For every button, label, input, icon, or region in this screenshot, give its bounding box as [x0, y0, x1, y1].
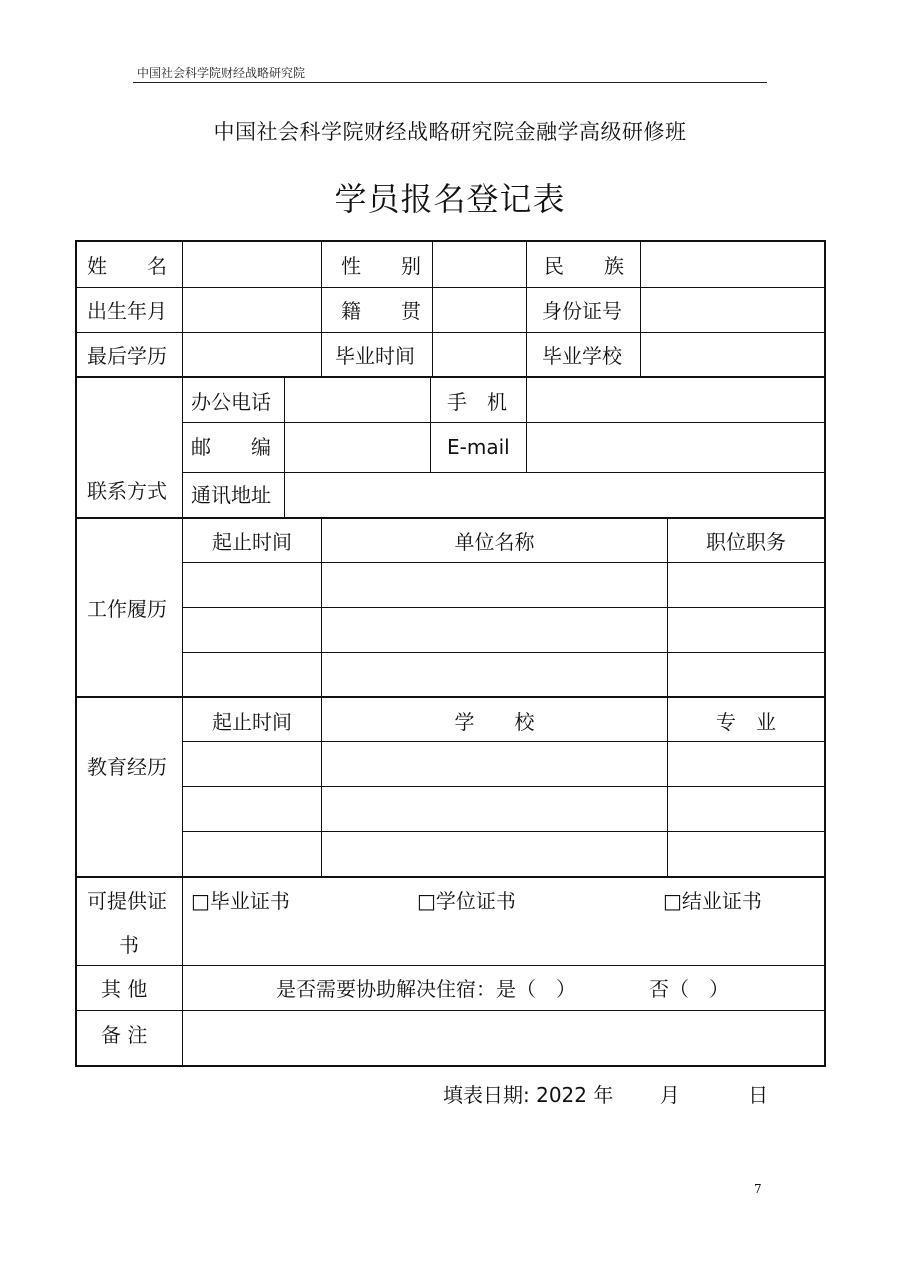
label-gender: 性 别 — [341, 254, 421, 278]
registration-form — [75, 240, 826, 1067]
row-divider — [77, 517, 824, 519]
label-grad-school: 毕业学校 — [542, 344, 622, 368]
label-name: 姓 名 — [87, 254, 167, 278]
checkbox-graduation-cert[interactable]: □毕业证书 — [191, 889, 290, 913]
fill-date-day: 日 — [748, 1083, 769, 1107]
section-education: 教育经历 — [87, 755, 167, 779]
section-work-history: 工作履历 — [87, 597, 167, 621]
header-rule — [133, 82, 767, 83]
row-divider — [77, 965, 824, 966]
label-education: 最后学历 — [87, 344, 167, 368]
col-divider — [526, 378, 527, 472]
row-divider — [183, 786, 824, 787]
col-divider — [432, 242, 433, 376]
fill-date — [443, 1079, 768, 1108]
row-divider — [183, 562, 824, 563]
col-work-unit: 单位名称 — [454, 530, 535, 554]
checkbox-completion-cert[interactable]: □结业证书 — [663, 889, 762, 913]
checkbox-degree-cert[interactable]: □学位证书 — [417, 889, 516, 913]
fill-date-month: 月 — [659, 1083, 680, 1107]
row-divider — [77, 287, 824, 288]
label-email: E-mail — [447, 435, 510, 459]
row-divider — [183, 472, 824, 473]
row-divider — [77, 332, 824, 333]
row-divider — [183, 422, 824, 423]
section-notes: 备 注 — [101, 1023, 148, 1047]
header-org: 中国社会科学院财经战略研究院 — [137, 66, 306, 80]
label-ethnic: 民 族 — [544, 254, 624, 278]
col-divider — [526, 242, 527, 376]
col-divider — [182, 242, 183, 1065]
col-edu-period: 起止时间 — [212, 710, 292, 734]
label-birth: 出生年月 — [87, 299, 167, 323]
row-divider — [77, 376, 824, 378]
section-certs-line1: 可提供证 — [87, 889, 167, 913]
row-divider — [183, 607, 824, 608]
col-work-position: 职位职务 — [706, 530, 786, 554]
row-divider — [183, 652, 824, 653]
form-subtitle: 学员报名登记表 — [334, 180, 566, 218]
form-title: 中国社会科学院财经战略研究院金融学高级研修班 — [213, 120, 687, 144]
col-divider — [321, 519, 322, 876]
row-divider — [183, 831, 824, 832]
row-divider — [77, 696, 824, 698]
label-office-phone: 办公电话 — [191, 390, 271, 414]
label-id-number: 身份证号 — [542, 299, 622, 323]
section-other: 其 他 — [101, 977, 148, 1001]
label-address: 通讯地址 — [191, 483, 271, 507]
col-divider — [430, 378, 431, 472]
col-divider — [284, 378, 285, 517]
col-work-period: 起止时间 — [212, 530, 292, 554]
label-postcode: 邮 编 — [191, 435, 271, 459]
col-divider — [321, 242, 322, 376]
row-divider — [77, 1010, 824, 1011]
section-contact: 联系方式 — [87, 479, 167, 503]
accommodation-no: 否（ ） — [649, 977, 729, 1001]
col-edu-major: 专 业 — [716, 710, 776, 734]
page-number: 7 — [754, 1182, 762, 1196]
row-divider — [183, 741, 824, 742]
col-divider — [640, 242, 641, 376]
row-divider — [77, 876, 824, 878]
label-mobile: 手 机 — [447, 390, 507, 414]
label-grad-time: 毕业时间 — [335, 344, 415, 368]
accommodation-question: 是否需要协助解决住宿：是（ ） — [276, 977, 576, 1001]
col-divider — [667, 519, 668, 876]
label-native-place: 籍 贯 — [341, 299, 421, 323]
section-certs-line2: 书 — [119, 933, 139, 957]
fill-date-label: 填表日期: 2022 年 — [443, 1083, 614, 1107]
col-edu-school: 学 校 — [454, 710, 535, 734]
